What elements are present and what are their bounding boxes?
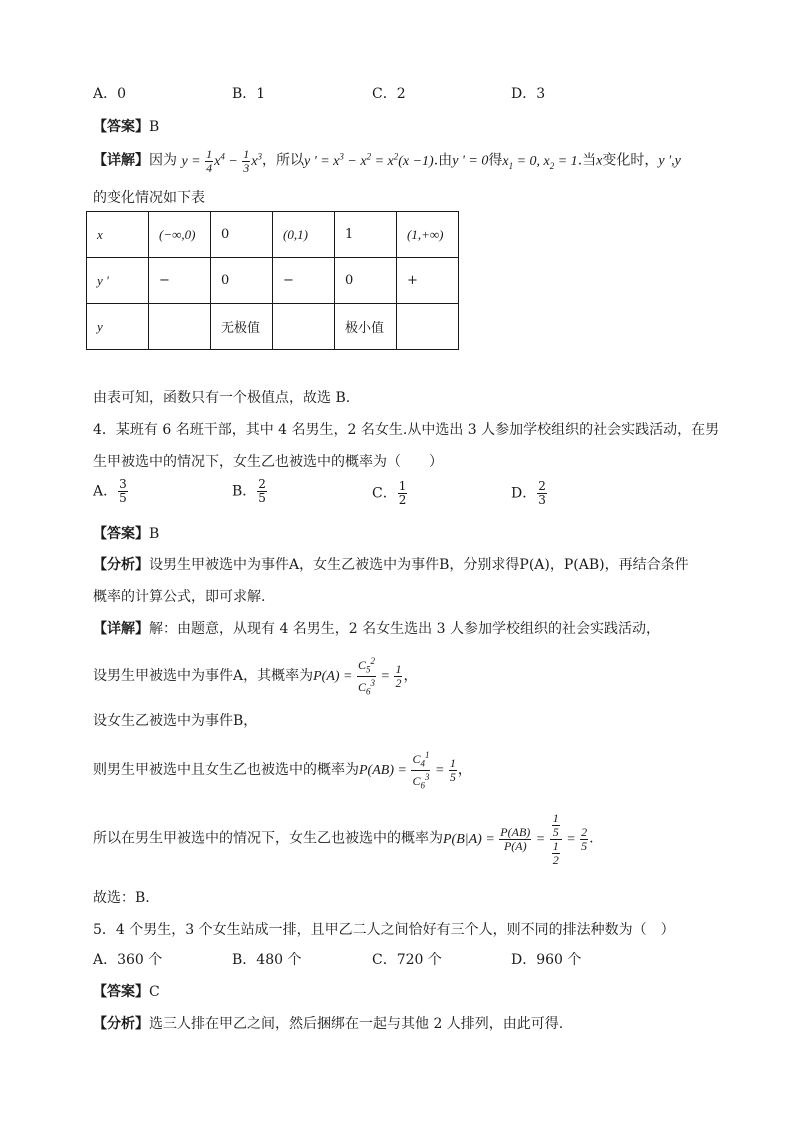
q4-option-c [372,480,408,507]
q4-detail-line4: 则男生甲被选中且女生乙也被选中的概率为P(AB) = $\frac{C_4^1}{C_6^3}$ = $\frac{1}{5}$ ， [93,750,472,791]
q4-option-a [93,478,129,505]
table-row [87,258,459,304]
q3-conclusion: 由表可知，函数只有一个极值点，故选 B. [93,390,351,406]
answer-value: B [149,526,160,542]
q5-analysis [93,1013,563,1033]
formula-derivative: y ' = $x^3 - x^2 = x^2(x -1)$ [304,151,434,169]
q4-detail-line1 [93,618,660,638]
answer-value: B [149,119,160,135]
fraction: $\frac{2}{3}$ [538,479,546,507]
detail-text: 则男生甲被选中且女生乙也被选中的概率为 [93,762,359,779]
option-letter: D． [511,485,537,502]
table-cell: (1,+∞) [397,212,459,258]
table-cell: 0 [211,212,273,258]
detail-text: 解：由题意，从现有 4 名男生，2 名女生选出 3 人参加学校组织的社会实践活动， [149,621,660,637]
q3-option-b: B．1 [232,86,266,102]
detail-text: 设男生甲被选中为事件A，其概率为 [93,668,314,685]
formula-zero: y ' = 0 [452,153,489,169]
table-cell [149,304,211,350]
q4-detail-line5: 所以在男生甲被选中的情况下，女生乙也被选中的概率为P(B|A) = $\frac{P(AB)}{P(A)}$ = $\frac{\frac{1}{5}}{\frac{1}{2}}$ = $\frac{2}{5}$ . [93,811,594,867]
detail-label: 【详解】 [93,621,149,637]
q5-stem: 5．4 个男生，3 个女生站成一排，且甲乙二人之间恰好有三个人，则不同的排法种数为（ ） [93,922,675,938]
analysis-label: 【分析】 [93,557,149,573]
detail-label: 【详解】 [93,152,149,169]
formula-pab: P(AB) = $\frac{C_4^1}{C_6^3}$ = $\frac{1}{5}$ [359,750,456,791]
table-cell: (0,1) [273,212,335,258]
table-cell: y [87,304,149,350]
table-cell: y ' [87,258,149,304]
fraction: $\frac{3}{5}$ [119,477,127,505]
table-row [87,304,459,350]
q3-option-c: C．2 [372,86,406,102]
table-cell: 0 [211,258,273,304]
analysis-text: 设男生甲被选中为事件A，女生乙被选中为事件B，分别求得P(A)，P(AB)，再结合条件 [149,557,689,573]
q4-detail-line2: 设男生甲被选中为事件A，其概率为P(A) = $\frac{C_5^2}{C_6^3}$ = $\frac{1}{2}$ ， [93,656,418,697]
formula-x: x [596,153,603,169]
q4-stem-line2: 生甲被选中的情况下，女生乙也被选中的概率为（ ） [93,454,443,470]
formula-conditional: P(B|A) = $\frac{P(AB)}{P(A)}$ = $\frac{\frac{1}{5}}{\frac{1}{2}}$ = $\frac{2}{5}$ [443,811,588,867]
formula-pa: P(A) = $\frac{C_5^2}{C_6^3}$ = $\frac{1}{2}$ [313,656,402,697]
q3-answer [93,116,159,136]
q3-option-d: D．3 [511,86,546,102]
detail-text: .由 [433,152,453,169]
table-cell: x [87,212,149,258]
q3-detail-line2: 的变化情况如下表 [93,190,205,206]
table-cell [397,304,459,350]
table-cell: 极小值 [335,304,397,350]
q4-analysis-line1 [93,554,689,574]
fraction: $\frac{1}{2}$ [398,479,407,507]
option-letter: B． [232,483,257,500]
detail-text: 得 [488,152,503,169]
table-cell: 0 [335,258,397,304]
table-row [87,212,459,258]
answer-value: C [149,984,160,1000]
q4-detail-line3: 设女生乙被选中为事件B， [93,713,258,729]
q5-option-b: B．480 个 [232,952,302,968]
q5-option-c: C．720 个 [372,952,442,968]
detail-text: ，所以 [262,152,305,169]
q4-option-d [511,480,548,507]
table-cell: (−∞,0) [149,212,211,258]
analysis-label: 【分析】 [93,1016,149,1032]
answer-label: 【答案】 [93,984,149,1000]
q3-detail [93,148,681,175]
option-letter: C． [372,485,397,502]
formula-roots: $x_1 = 0$, $x_2 = 1$ [502,153,578,171]
analysis-text: 选三人排在甲乙之间，然后捆绑在一起与其他 2 人排列，由此可得. [149,1016,564,1032]
detail-text: .当 [577,152,597,169]
detail-text: 因为 [149,152,177,169]
formula-y: y = $\frac{1}{4}$ $x^4$ − $\frac{1}{3}$ $x^3$ [181,147,263,175]
variation-table [86,211,459,350]
formula-yy: y ',y [658,153,681,169]
answer-label: 【答案】 [93,526,149,542]
table-cell: 1 [335,212,397,258]
q4-option-b [232,478,268,505]
table-cell: − [273,258,335,304]
table-cell: 无极值 [211,304,273,350]
table-cell: + [397,258,459,304]
q4-answer [93,523,159,543]
q5-answer [93,981,160,1001]
detail-text: 变化时， [602,152,659,169]
q4-analysis-line2: 概率的计算公式，即可求解. [93,589,266,605]
detail-text: 所以在男生甲被选中的情况下，女生乙也被选中的概率为 [93,830,443,847]
table-cell [273,304,335,350]
q3-option-a: A．0 [93,86,127,102]
q4-stem-line1: 4．某班有 6 名班干部，其中 4 名男生，2 名女生.从中选出 3 人参加学校组织的社会实践活动，在男 [93,422,720,438]
fraction: $\frac{2}{5}$ [258,477,266,505]
q4-conclusion: 故选：B. [93,890,150,906]
answer-label: 【答案】 [93,119,149,135]
q5-option-d: D．960 个 [511,952,582,968]
option-letter: A． [93,483,118,500]
q5-option-a: A．360 个 [93,952,163,968]
table-cell: − [149,258,211,304]
